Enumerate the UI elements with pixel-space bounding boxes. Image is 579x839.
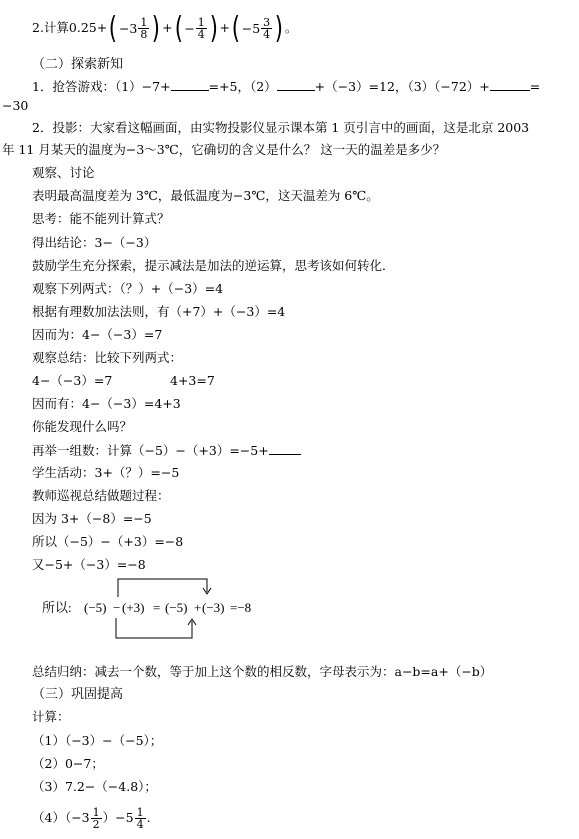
text-line: 观察下列两式：（？）+（−3）=4 xyxy=(32,281,224,296)
term-2: ( − $\frac{1}{4}$ ) xyxy=(174,10,218,46)
projection-line-2: 年 11 月某天的温度为−3～3℃，它确切的含义是什么？ 这一天的温差是多少？ xyxy=(2,142,446,157)
fraction: $\frac{3}{4}$ xyxy=(263,16,271,41)
text-line: 因为 3+（−8）=−5 xyxy=(32,511,152,526)
problem-2: 2.计算0.25+ ( −3 $\frac{1}{8}$ ) + ( − $\frac{1}{4}$ ) + ( −5 $\frac{3}{4}$ ) 。 xyxy=(32,8,297,49)
term-3: ( −5 $\frac{3}{4}$ ) xyxy=(231,10,284,46)
projection-line-1: 2．投影：大家看这幅画面，由实物投影仪显示课本第 1 页引言中的画面，这是北京 2003 xyxy=(32,120,530,135)
text-line: 学生活动：3+（？）=−5 xyxy=(32,465,180,480)
diagram-eq-2: =−8 xyxy=(230,600,252,615)
summary: 总结归纳：减去一个数，等于加上这个数的相反数，字母表示为：a−b=a+（−b） xyxy=(32,664,493,679)
text-line: 你能发现什么吗？ xyxy=(32,419,133,434)
diagram-term-3: (−5) xyxy=(165,600,188,615)
top-arrow xyxy=(118,579,207,597)
fraction: $\frac{1}{4}$ xyxy=(197,16,205,41)
diagram-term-2: (+3) xyxy=(122,600,145,615)
text-line: 因而有：4−（−3）=4+3 xyxy=(32,396,181,411)
text-line: 教师巡视总结做题过程： xyxy=(32,488,170,503)
exercise-3: （3）7.2−（−4.8）； xyxy=(32,779,157,794)
fraction: $\frac{1}{4}$ xyxy=(136,806,144,831)
text-line: 又−5+（−3）=−8 xyxy=(32,557,146,572)
text-line: 得出结论：3−（−3） xyxy=(32,235,157,250)
text-line: 观察总结：比较下列两式： xyxy=(32,350,183,365)
game-line-1: 1．抢答游戏：（1）−7+ =+5，（2） +（−3）=12，（3）（−72）+ = xyxy=(32,79,541,94)
problem-2-prefix: 2.计算0.25+ xyxy=(32,20,108,35)
diagram-label: 所以: xyxy=(42,600,72,615)
answer-blank[interactable] xyxy=(490,78,530,91)
exercise-2: （2）0−7； xyxy=(32,756,104,771)
section-3-title: （三）巩固提高 xyxy=(32,687,124,702)
text-line: 思考：能不能列计算式？ xyxy=(32,211,170,226)
diagram-eq-1: = xyxy=(153,600,161,615)
diagram-term-4: (−3) xyxy=(202,600,225,615)
text-line: 鼓励学生充分探索，提示减法是加法的逆运算，思考该如何转化． xyxy=(32,258,395,273)
answer-blank[interactable] xyxy=(269,442,301,455)
term-1: ( −3 $\frac{1}{8}$ ) xyxy=(108,10,161,46)
text-line: 观察、讨论 xyxy=(32,165,95,180)
answer-blank[interactable] xyxy=(277,78,315,91)
section-2-title: （二）探索新知 xyxy=(32,57,124,72)
compare-right: 4+3=7 xyxy=(170,373,215,388)
conversion-diagram xyxy=(0,570,579,650)
bottom-arrow xyxy=(116,618,192,638)
fraction: $\frac{1}{8}$ xyxy=(140,16,148,41)
text-line-with-blank: 再举一组数：计算（−5）−（+3）=−5+ xyxy=(32,442,301,459)
diagram-op-2: + xyxy=(194,600,202,615)
text-line: 所以（−5）−（+3）=−8 xyxy=(32,534,184,549)
text-line: 表明最高温度差为 3℃，最低温度为−3℃，这天温差为 6℃。 xyxy=(32,188,379,203)
text-line: 4−（−3）=7 xyxy=(32,373,113,388)
text-line: 因而为：4−（−3）=7 xyxy=(32,327,163,342)
game-line-2: −30 xyxy=(2,98,29,113)
exercise-4: （4）（−3 $\frac{1}{2}$ ）−5 $\frac{1}{4}$ . xyxy=(32,806,151,831)
text-line: 根据有理数加法法则，有（+7）+（−3）=4 xyxy=(32,304,286,319)
fraction: $\frac{1}{2}$ xyxy=(92,806,100,831)
diagram-op-1: − xyxy=(113,600,121,615)
answer-blank[interactable] xyxy=(171,78,209,91)
calc-label: 计算： xyxy=(32,709,70,724)
exercise-1: （1）（−3）−（−5）； xyxy=(32,733,163,748)
diagram-term-1: (−5) xyxy=(84,600,107,615)
